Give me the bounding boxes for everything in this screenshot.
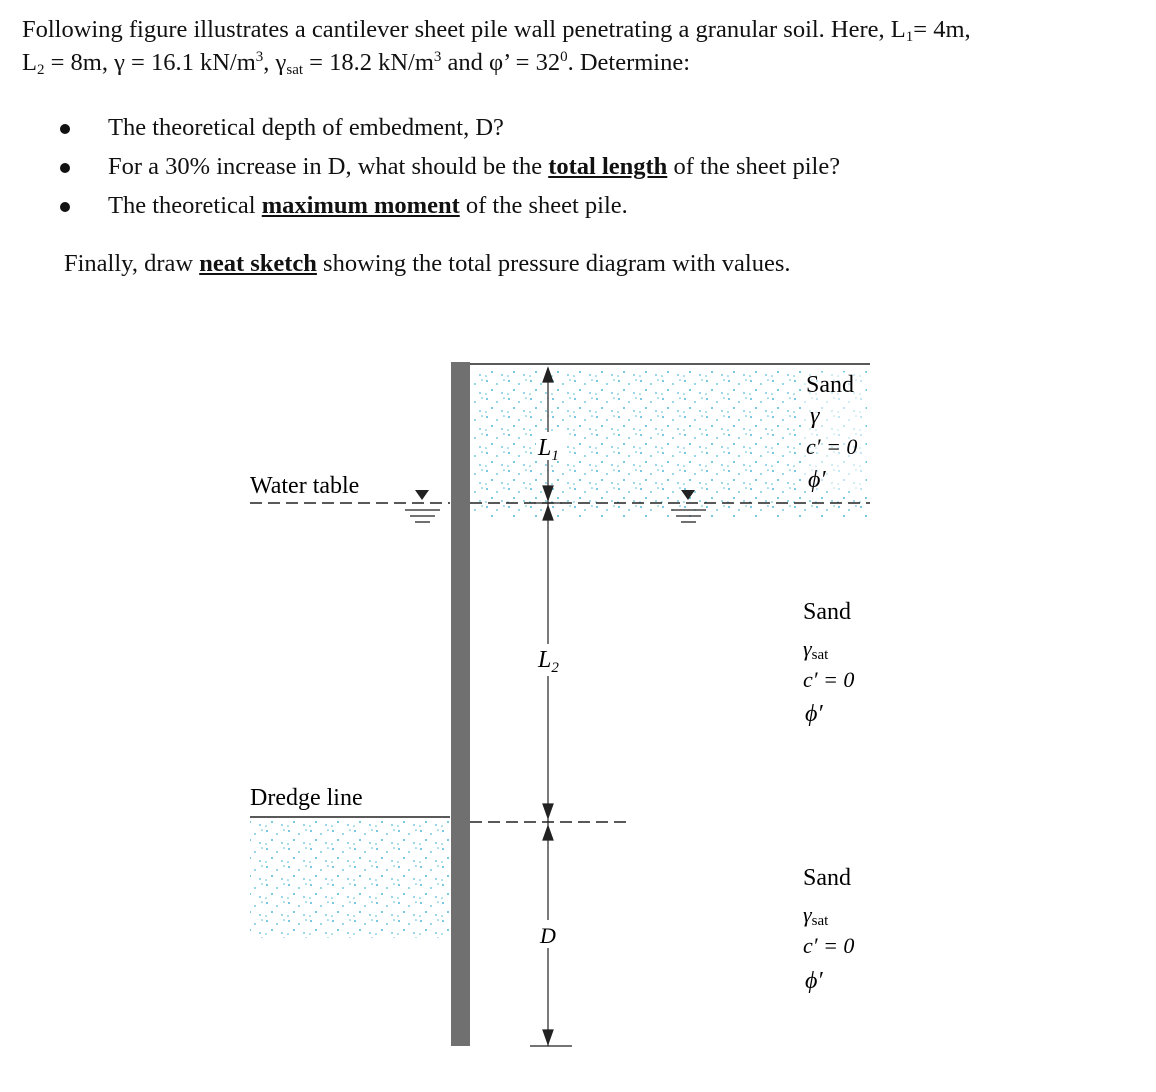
layer3-name: Sand [803, 865, 851, 891]
task-moment-bold: maximum moment [261, 192, 460, 219]
final-pre: Finally, draw [64, 250, 200, 277]
gamma-sat-prefix: , γ [263, 49, 287, 76]
exponent-3a: 3 [255, 49, 264, 65]
L2-label: L [22, 49, 37, 76]
L2-subscript: 2 [36, 62, 45, 78]
sat-subscript: sat [286, 62, 304, 78]
task-moment-post: of the sheet pile. [459, 192, 628, 219]
L1-value: = 4m, [913, 16, 971, 43]
task-depth: The theoretical depth of embedment, D? [108, 114, 504, 141]
layer2-name: Sand [803, 599, 851, 625]
water-table-label: Water table [250, 473, 360, 499]
layer1-cohesion: c′ = 0 [806, 434, 858, 459]
layer2-phi: ϕ′ [805, 701, 823, 727]
exponent-3b: 3 [433, 49, 442, 65]
L2-gamma-text: = 8m, γ = 16.1 kN/m [44, 49, 256, 76]
task-moment-pre: The theoretical [108, 192, 262, 219]
L1-subscript: 1 [905, 29, 914, 45]
D-dimension-label: D [540, 923, 556, 948]
layer3-gamma: γsat [803, 902, 829, 929]
layer1-phi: ϕ′ [808, 467, 826, 493]
final-bold: neat sketch [199, 250, 317, 277]
final-post: showing the total pressure diagram with values. [316, 250, 791, 277]
task-length-post: of the sheet pile? [667, 153, 841, 180]
gamma-sat-value: = 18.2 kN/m [303, 49, 434, 76]
layer1-name: Sand [806, 372, 854, 398]
dredge-line-label: Dredge line [250, 785, 363, 811]
sheet-pile [451, 362, 470, 1046]
intro-line1: Following figure illustrates a cantilever sheet pile wall penetrating a granular soil. Here, L [22, 16, 906, 43]
sand-region-passive [250, 820, 450, 938]
L1-dimension-label: $L_1$ [538, 435, 559, 464]
layer2-cohesion: c′ = 0 [803, 667, 855, 692]
task-length-bold: total length [548, 153, 668, 180]
layer1-gamma: γ [810, 403, 820, 429]
layer2-gamma: γsat [803, 636, 829, 663]
water-table-icon [405, 490, 440, 522]
layer3-phi: ϕ′ [805, 968, 823, 994]
L2-dimension-label: $L_2$ [538, 647, 559, 676]
phi-text: and φ’ = 32 [441, 49, 561, 76]
degree-sign: 0 [560, 49, 568, 65]
layer3-cohesion: c′ = 0 [803, 933, 855, 958]
determine-text: . Determine: [567, 49, 691, 76]
task-length-pre: For a 30% increase in D, what should be the [108, 153, 549, 180]
